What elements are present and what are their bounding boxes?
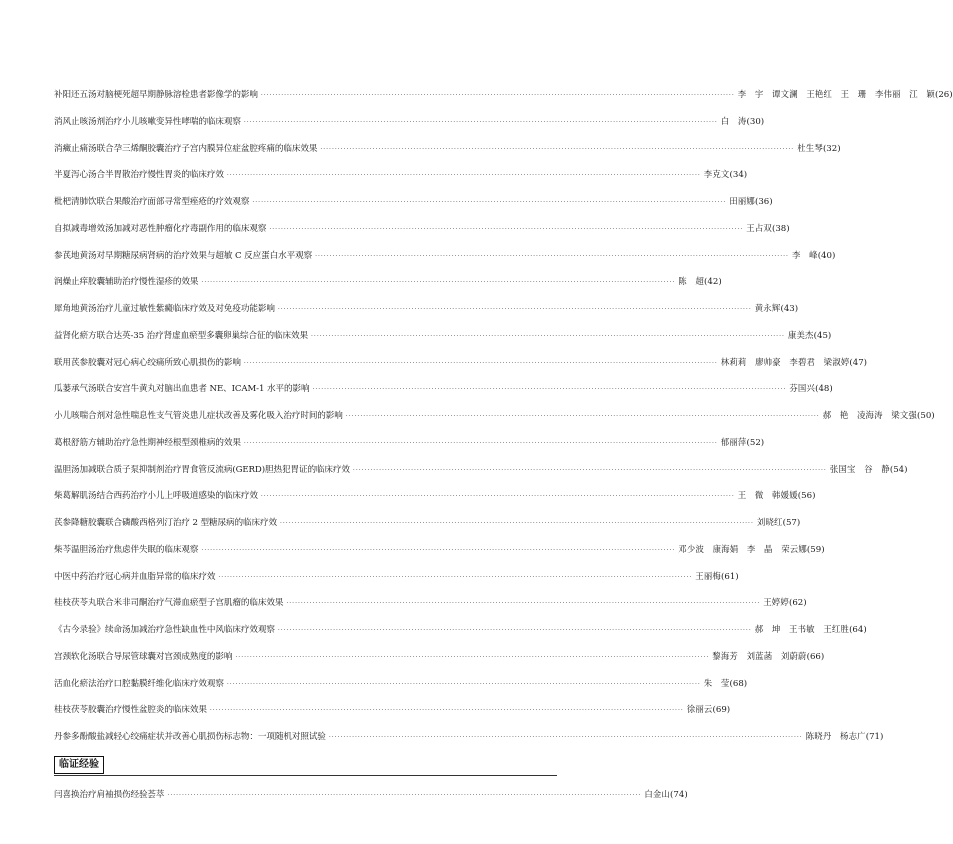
toc-entry[interactable] bbox=[54, 354, 868, 370]
entry-authors: 王婷婷 bbox=[763, 597, 789, 608]
dot-leader bbox=[261, 489, 735, 505]
toc-entry[interactable] bbox=[54, 675, 748, 691]
entry-page-number: (56) bbox=[797, 491, 816, 502]
toc-entry[interactable] bbox=[54, 568, 739, 584]
dot-leader bbox=[269, 222, 743, 238]
entry-authors: 芬国兴 bbox=[789, 383, 816, 394]
entry-page-number: (48) bbox=[815, 384, 833, 395]
entry-title: 联用芪参胶囊对冠心病心绞痛所致心肌损伤的影响 bbox=[54, 357, 241, 368]
entry-authors: 黎海芳 刘蓝菡 刘蔚蔚 bbox=[712, 650, 807, 661]
entry-authors: 黄永辉 bbox=[754, 303, 781, 313]
toc-entry[interactable] bbox=[54, 786, 688, 802]
entry-page-number: (68) bbox=[729, 678, 748, 689]
entry-title: 润燥止痒胶囊辅助治疗慢性湿疹的效果 bbox=[54, 277, 199, 288]
entry-title: 柴葛解肌汤结合西药治疗小儿上呼吸道感染的临床疗效 bbox=[54, 491, 258, 502]
entry-title: 中医中药治疗冠心病并血脂异常的临床疗效 bbox=[54, 571, 216, 582]
entry-title: 消风止咳汤剂治疗小儿咳嗽变异性哮喘的临床观察 bbox=[54, 116, 241, 127]
entry-page-number: (40) bbox=[817, 250, 836, 261]
entry-page-number: (45) bbox=[813, 330, 832, 341]
toc-entry[interactable] bbox=[54, 113, 765, 129]
toc-entry[interactable] bbox=[54, 728, 884, 744]
entry-page-number: (36) bbox=[754, 197, 773, 207]
dot-leader bbox=[312, 382, 786, 398]
dot-leader bbox=[280, 516, 754, 532]
entry-title: 活血化瘀法治疗口腔黏膜纤维化临床疗效观察 bbox=[54, 678, 224, 689]
dot-leader bbox=[235, 650, 709, 666]
toc-entry[interactable] bbox=[54, 193, 773, 209]
entry-page-number: (66) bbox=[806, 651, 825, 662]
entry-authors: 陈 超 bbox=[678, 276, 705, 287]
entry-title: 补阳还五汤对脑梗死超早期静脉溶栓患者影像学的影响 bbox=[54, 90, 258, 100]
entry-authors: 王占双 bbox=[746, 222, 772, 233]
entry-page-number: (43) bbox=[780, 304, 799, 314]
entry-authors: 李 宇 谭文澜 王艳红 王 珊 李伟丽 江 颖 bbox=[737, 89, 935, 99]
dot-leader bbox=[227, 677, 701, 693]
toc-entry[interactable] bbox=[54, 247, 836, 263]
section-heading: 临证经验 bbox=[54, 756, 104, 774]
entry-title: 枇杷清肺饮联合果酸治疗面部寻常型痤疮的疗效观察 bbox=[54, 197, 250, 207]
entry-authors: 刘晓红 bbox=[756, 517, 783, 527]
entry-title: 益肾化瘀方联合达英-35 治疗肾虚血瘀型多囊卵巢综合征的临床效果 bbox=[54, 330, 308, 341]
entry-page-number: (71) bbox=[865, 732, 884, 742]
entry-authors: 郝 坤 王书敏 王红胜 bbox=[754, 624, 850, 634]
entry-page-number: (64) bbox=[849, 625, 867, 635]
toc-entry[interactable] bbox=[54, 594, 807, 610]
toc-entry[interactable] bbox=[54, 273, 722, 289]
entry-authors: 张国宝 谷 静 bbox=[829, 463, 890, 474]
dot-leader bbox=[244, 436, 718, 452]
entry-page-number: (62) bbox=[788, 598, 807, 609]
entry-authors: 郁丽萍 bbox=[720, 436, 747, 447]
entry-authors: 王 微 韩媛媛 bbox=[737, 490, 798, 501]
toc-entry[interactable] bbox=[54, 434, 765, 450]
toc-entry[interactable] bbox=[54, 86, 953, 102]
toc-entry[interactable] bbox=[54, 166, 748, 182]
toc-entry[interactable] bbox=[54, 514, 801, 530]
entry-title: 瓜蒌承气汤联合安宫牛黄丸对脑出血患者 NE、ICAM-1 水平的影响 bbox=[54, 384, 310, 395]
toc-entry[interactable] bbox=[54, 220, 790, 236]
dot-leader bbox=[315, 249, 789, 265]
dot-leader bbox=[210, 703, 684, 719]
entry-title: 桂枝茯苓胶囊治疗慢性盆腔炎的临床效果 bbox=[54, 705, 207, 716]
entry-authors: 郝 艳 凌海涛 梁文强 bbox=[822, 410, 918, 420]
entry-title: 闫喜换治疗肩袖损伤经验荟萃 bbox=[54, 790, 165, 800]
dot-leader bbox=[278, 623, 752, 639]
entry-authors: 白 涛 bbox=[720, 115, 747, 126]
toc-entry[interactable] bbox=[54, 327, 832, 343]
toc-entry[interactable] bbox=[54, 300, 799, 316]
entry-authors: 李克文 bbox=[703, 169, 730, 180]
entry-title: 桂枝茯苓丸联合米非司酮治疗气滞血瘀型子宫肌瘤的临床效果 bbox=[54, 598, 284, 609]
entry-authors: 朱 莹 bbox=[703, 677, 730, 688]
dot-leader bbox=[227, 168, 701, 184]
entry-page-number: (50) bbox=[917, 411, 935, 421]
entry-page-number: (74) bbox=[670, 790, 688, 800]
entry-authors: 白金山 bbox=[644, 789, 671, 799]
entry-page-number: (47) bbox=[849, 357, 868, 368]
entry-page-number: (42) bbox=[704, 277, 722, 288]
entry-title: 自拟减毒增效汤加减对恶性肿瘤化疗毒副作用的临床观察 bbox=[54, 223, 267, 234]
dot-leader bbox=[311, 329, 785, 345]
dot-leader bbox=[201, 543, 675, 559]
entry-page-number: (69) bbox=[712, 705, 731, 716]
entry-title: 葛根舒筋方辅助治疗急性期神经根型颈椎病的效果 bbox=[54, 437, 241, 448]
entry-page-number: (38) bbox=[771, 223, 790, 234]
entry-title: 丹参多酚酸盐减轻心绞痛症状并改善心肌损伤标志物：一项随机对照试验 bbox=[54, 732, 326, 742]
dot-leader bbox=[286, 596, 760, 612]
dot-leader bbox=[244, 115, 718, 131]
entry-title: 柴芩温胆汤治疗焦虑伴失眠的临床观察 bbox=[54, 544, 199, 555]
toc-entry[interactable] bbox=[54, 648, 825, 664]
entry-page-number: (59) bbox=[806, 544, 825, 555]
dot-leader bbox=[278, 302, 752, 318]
toc-entry[interactable] bbox=[54, 487, 816, 503]
entry-title: 《古今录验》续命汤加减治疗急性缺血性中风临床疗效观察 bbox=[54, 625, 275, 635]
dot-leader bbox=[201, 275, 675, 291]
dot-leader bbox=[244, 356, 718, 372]
entry-authors: 邓少波 康海娟 李 晶 荣云娜 bbox=[678, 543, 807, 554]
entry-title: 芪参降糖胶囊联合磷酸西格列汀治疗 2 型糖尿病的临床疗效 bbox=[54, 518, 277, 528]
entry-page-number: (34) bbox=[729, 170, 748, 181]
toc-entry[interactable] bbox=[54, 541, 825, 557]
toc-entry[interactable] bbox=[54, 407, 935, 423]
section-divider bbox=[54, 775, 557, 776]
entry-authors: 林莉莉 廖帅豪 李碧君 梁淑婷 bbox=[720, 356, 850, 367]
entry-page-number: (32) bbox=[822, 143, 841, 154]
dot-leader bbox=[167, 788, 641, 804]
dot-leader bbox=[261, 88, 735, 104]
toc-entry[interactable] bbox=[54, 621, 867, 637]
entry-page-number: (30) bbox=[746, 116, 765, 127]
entry-title: 宫颈软化汤联合导尿管球囊对宫颈成熟度的影响 bbox=[54, 651, 233, 662]
entry-title: 参芪地黄汤对早期糖尿病肾病的治疗效果与超敏 C 反应蛋白水平观察 bbox=[54, 250, 313, 261]
entry-page-number: (61) bbox=[721, 571, 739, 582]
toc-entry[interactable] bbox=[54, 140, 841, 156]
dot-leader bbox=[320, 142, 794, 158]
entry-authors: 康美杰 bbox=[787, 329, 814, 340]
toc-entry[interactable] bbox=[54, 701, 731, 717]
dot-leader bbox=[353, 463, 827, 479]
dot-leader bbox=[218, 570, 692, 586]
entry-page-number: (57) bbox=[782, 518, 801, 528]
entry-page-number: (26) bbox=[934, 90, 953, 100]
toc-entry[interactable] bbox=[54, 380, 833, 396]
entry-authors: 杜生琴 bbox=[797, 142, 823, 153]
toc-entry[interactable] bbox=[54, 461, 908, 477]
entry-page-number: (52) bbox=[746, 437, 765, 448]
entry-authors: 李 峰 bbox=[791, 249, 818, 260]
entry-authors: 田丽娜 bbox=[729, 196, 755, 206]
entry-title: 消癥止痛汤联合孕三烯酮胶囊治疗子宫内膜异位症盆腔疼痛的临床效果 bbox=[54, 143, 318, 154]
entry-title: 犀角地黄汤治疗儿童过敏性紫癜临床疗效及对免疫功能影响 bbox=[54, 304, 275, 314]
entry-page-number: (54) bbox=[889, 464, 908, 475]
entry-authors: 徐丽云 bbox=[686, 704, 713, 715]
dot-leader bbox=[329, 730, 803, 746]
entry-authors: 陈晓丹 杨志广 bbox=[805, 731, 866, 741]
entry-title: 小儿咳喘合剂对急性喘息性支气管炎患儿症状改善及雾化吸入治疗时间的影响 bbox=[54, 411, 343, 421]
entry-authors: 王丽梅 bbox=[695, 570, 722, 581]
entry-title: 半夏泻心汤合半胃散治疗慢性胃炎的临床疗效 bbox=[54, 170, 224, 181]
dot-leader bbox=[346, 409, 820, 425]
entry-title: 温胆汤加减联合质子泵抑制剂治疗胃食管反流病(GERD)胆热犯胃证的临床疗效 bbox=[54, 464, 350, 475]
dot-leader bbox=[252, 195, 726, 211]
